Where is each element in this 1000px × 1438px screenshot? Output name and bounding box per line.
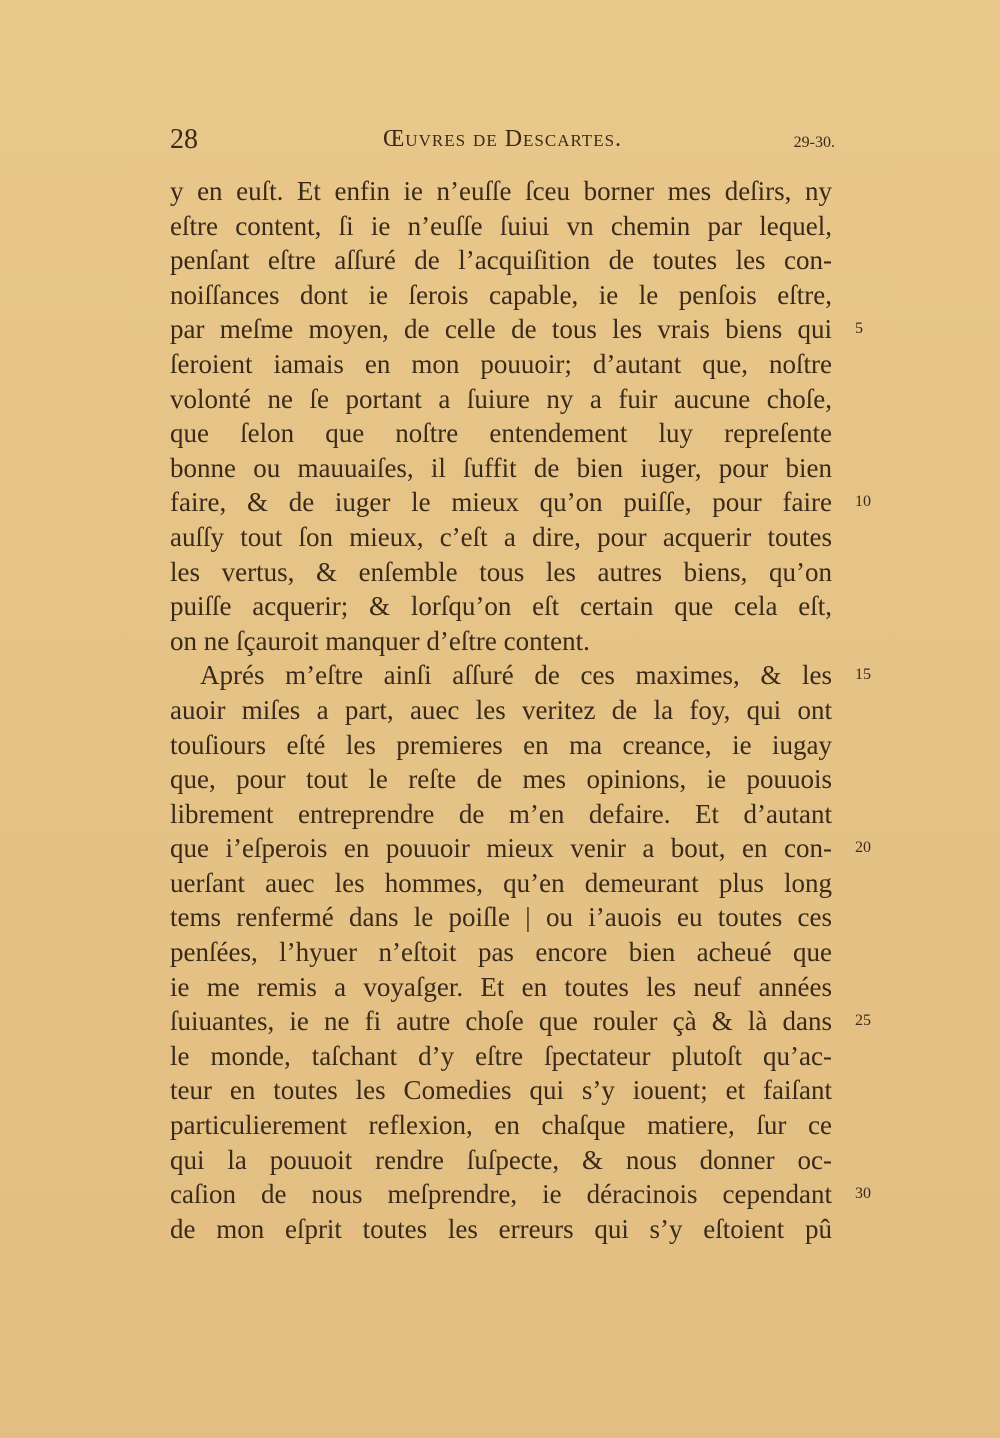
body-text xyxy=(170,174,832,1246)
text-line: y en euſt. Et enfin ie n’euſſe ſceu borner mes deſirs, ny xyxy=(170,176,832,206)
text-line: de mon eſprit toutes les erreurs qui s’y eſtoient pû xyxy=(170,1213,832,1244)
text-line: par meſme moyen, de celle de tous les vrais biens qui xyxy=(170,314,832,345)
text-line: les vertus, & enſemble tous les autres biens, qu’on xyxy=(170,556,832,587)
text-line: eſtre content, ſi ie n’euſſe ſuiui vn chemin par lequel, xyxy=(170,210,832,241)
text-line: ſuiuantes, ie ne fi autre choſe que rouler çà & là dans xyxy=(170,1006,832,1037)
text-line: auoir miſes a part, auec les veritez de la foy, qui ont xyxy=(170,694,832,725)
text-line: que i’eſperois en pouuoir mieux venir a bout, en con- xyxy=(170,833,832,864)
text-line: touſiours eſté les premieres en ma creance, ie iugay xyxy=(170,729,832,760)
text-line: que, pour tout le reſte de mes opinions, ie pouuois xyxy=(170,764,832,795)
folio-range: 29-30. xyxy=(793,134,835,151)
text-line: noiſſances dont ie ſerois capable, ie le penſois eſtre, xyxy=(170,279,832,310)
margin-line-number: 15 xyxy=(855,666,871,684)
margin-line-number: 5 xyxy=(855,320,863,338)
text-line: tems renfermé dans le poiſle | ou i’auois eu toutes ces xyxy=(170,902,832,933)
text-line: caſion de nous meſprendre, ie déracinois cependant xyxy=(170,1179,832,1210)
margin-line-number: 30 xyxy=(855,1185,871,1203)
text-line: Aprés m’eſtre ainſi aſſuré de ces maximes, & les xyxy=(200,660,832,691)
text-line: uerſant auec les hommes, qu’en demeurant plus long xyxy=(170,867,832,898)
text-line: faire, & de iuger le mieux qu’on puiſſe, pour faire xyxy=(170,487,832,518)
text-line: teur en toutes les Comedies qui s’y iouent; et faiſant xyxy=(170,1075,832,1106)
text-line: penſant eſtre aſſuré de l’acquiſition de toutes les con- xyxy=(170,245,832,276)
text-line: que ſelon que noſtre entendement luy repreſente xyxy=(170,418,832,449)
page-header xyxy=(170,124,835,164)
text-line: volonté ne ſe portant a ſuiure ny a fuir aucune choſe, xyxy=(170,383,832,414)
text-line: ie me remis a voyaſger. Et en toutes les neuf années xyxy=(170,971,832,1002)
text-line: penſées, l’hyuer n’eſtoit pas encore bien acheué que xyxy=(170,937,832,968)
text-line: librement entreprendre de m’en defaire. Et d’autant xyxy=(170,798,832,829)
running-title: Œuvres de Descartes. xyxy=(382,126,623,152)
margin-line-number: 10 xyxy=(855,493,871,511)
margin-line-number: 25 xyxy=(855,1012,871,1030)
text-line: on ne ſçauroit manquer d’eſtre content. xyxy=(170,625,590,656)
text-line: le monde, taſchant d’y eſtre ſpectateur plutoſt qu’ac- xyxy=(170,1040,832,1071)
text-line: auſſy tout ſon mieux, c’eſt a dire, pour acquerir toutes xyxy=(170,521,832,552)
margin-line-number: 20 xyxy=(855,839,871,857)
text-line: particulierement reflexion, en chaſque matiere, ſur ce xyxy=(170,1110,832,1141)
text-line: bonne ou mauuaiſes, il ſuffit de bien iuger, pour bien xyxy=(170,452,832,483)
text-line: ſeroient iamais en mon pouuoir; d’autant que, noſtre xyxy=(170,348,832,379)
page-number: 28 xyxy=(170,124,198,155)
text-line: puiſſe acquerir; & lorſqu’on eſt certain que cela eſt, xyxy=(170,591,832,622)
text-line: qui la pouuoit rendre ſuſpecte, & nous donner oc- xyxy=(170,1144,832,1175)
